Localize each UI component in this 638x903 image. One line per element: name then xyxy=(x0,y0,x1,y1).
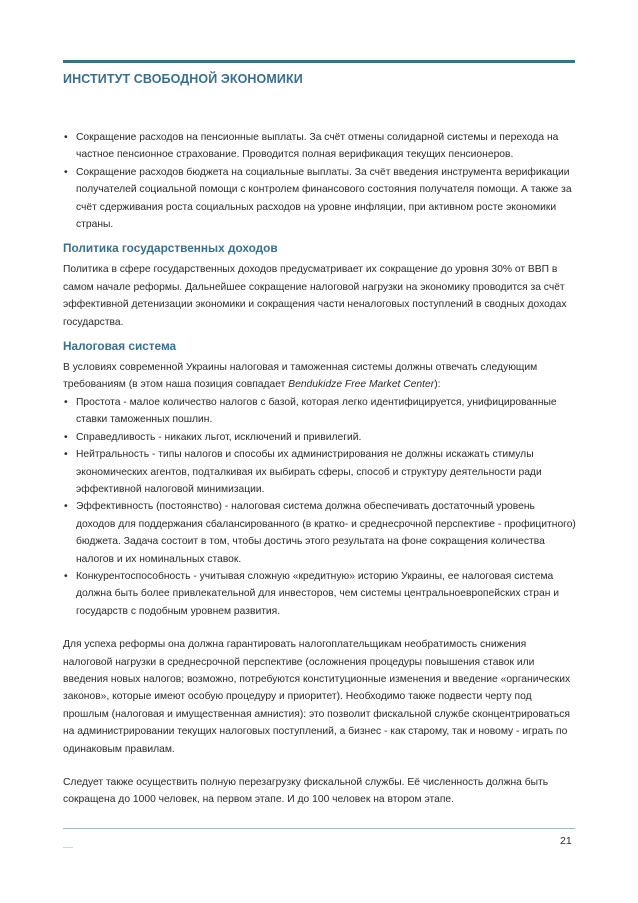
list-item xyxy=(63,164,577,234)
reform-success-paragraph: Для успеха реформы она должна гарантировать налогоплательщикам необратимость снижения налоговой нагрузки в среднесрочной перспективе (осложнения процедуры повышения ставок или введения новых налогов; возможно, потребуются конституционные изменения и введение «органических законов», которые имеют особую процедуру и приоритет). Необходимо также подвести черту под прошлым (налоговая и имущественная амнистия): это позволит фискальной службе сконцентрироваться на администрировании текущих налоговых поступлений, а бизнес - как старому, так и новому - играть по одинаковым правилам. xyxy=(63,639,571,755)
bullet-text: Справедливость - никаких льгот, исключений и привилегий. xyxy=(76,431,362,443)
bullet-icon: • xyxy=(64,449,68,461)
bullet-text: Сокращение расходов бюджета на социальные выплаты. За счёт введения инструмента верификации получателей социальной помощи с контролем финансового состояния получателя помощи. А также за счёт сдерживания роста социальных расходов на уровне инфляции, при активном росте экономики страны. xyxy=(76,166,572,231)
tax-intro-text: В условиях современной Украины налоговая и таможенная системы должны отвечать следующим требованиям (в этом наша позиция совпадает xyxy=(63,362,538,391)
paragraph-gap xyxy=(63,620,577,636)
bullet-icon: • xyxy=(64,396,68,408)
bullet-icon: • xyxy=(64,570,68,582)
bullet-icon: • xyxy=(64,166,68,178)
bullet-icon: • xyxy=(64,132,68,143)
paragraph-gap xyxy=(63,758,577,774)
page-header-title: ИНСТИТУТ СВОБОДНОЙ ЭКОНОМИКИ xyxy=(63,72,303,86)
list-item xyxy=(63,429,577,446)
bullet-text: Сокращение расходов на пенсионные выплаты. За счёт отмены солидарной системы и перехода на частное пенсионное страхование. Проводится полная верификация текущих пенсионеров. xyxy=(76,132,559,161)
bullet-text: Нейтральность - типы налогов и способы их администрирования не должны искажать стимулы экономических агентов, подталкивая их выбирать сферы, способ и структуру деятельности ради эффективной налоговой минимизации. xyxy=(76,449,542,495)
bullet-text: Простота - малое количество налогов с базой, которая легко идентифицируется, унифицированные ставки таможенных пошлин. xyxy=(76,396,557,426)
bullet-text: Эффективность (постоянство) - налоговая система должна обеспечивать достаточный уровень доходов для поддержания сбалансированного (в кратко- и среднесрочной перспективе - профицитного) бюджета. Задача состоит в том, чтобы достичь этого результата на фоне сокращения количества налогов и их номинальных ставок. xyxy=(76,501,576,565)
revenue-policy-paragraph: Политика в сфере государственных доходов предусматривает их сокращение до уровня 30% от ВВП в самом начале реформы. Дальнейшее сокращение налоговой нагрузки на экономику проводится за счёт эффективной детенизации экономики и сокращения части неналоговых поступлений в сводных доходах государства. xyxy=(63,264,567,328)
bullet-text: Конкурентоспособность - учитывая сложную «кредитную» историю Украины, ее налоговая система должна быть более привлекательной для инвесторов, чем системы центральноевропейских стран и государств с подобным уровнем развития. xyxy=(76,570,560,617)
list-item xyxy=(63,446,577,498)
intro-bullet-list xyxy=(63,129,577,233)
tax-intro-italic: Bendukidze Free Market Center xyxy=(288,379,435,391)
tax-intro-end: ): xyxy=(434,379,441,391)
list-item xyxy=(63,568,577,620)
header-rule xyxy=(63,60,575,63)
list-item xyxy=(63,394,577,429)
footer-mark xyxy=(63,847,73,848)
footer-rule xyxy=(63,828,575,829)
tax-system-intro xyxy=(63,359,577,394)
bullet-icon: • xyxy=(64,431,68,443)
section-heading-revenue-policy: Политика государственных доходов xyxy=(63,241,278,256)
fiscal-service-paragraph: Следует также осуществить полную перезагрузку фискальной службы. Её численность должна быть сокращена до 1000 человек, на первом этапе. И до 100 человек на втором этапе. xyxy=(63,777,549,806)
list-item xyxy=(63,498,577,568)
tax-requirements-list xyxy=(63,394,577,620)
bullet-icon: • xyxy=(64,501,68,513)
section-heading-tax-system: Налоговая система xyxy=(63,339,177,354)
page-body xyxy=(63,129,577,809)
page-number: 21 xyxy=(560,835,572,847)
list-item xyxy=(63,129,577,164)
